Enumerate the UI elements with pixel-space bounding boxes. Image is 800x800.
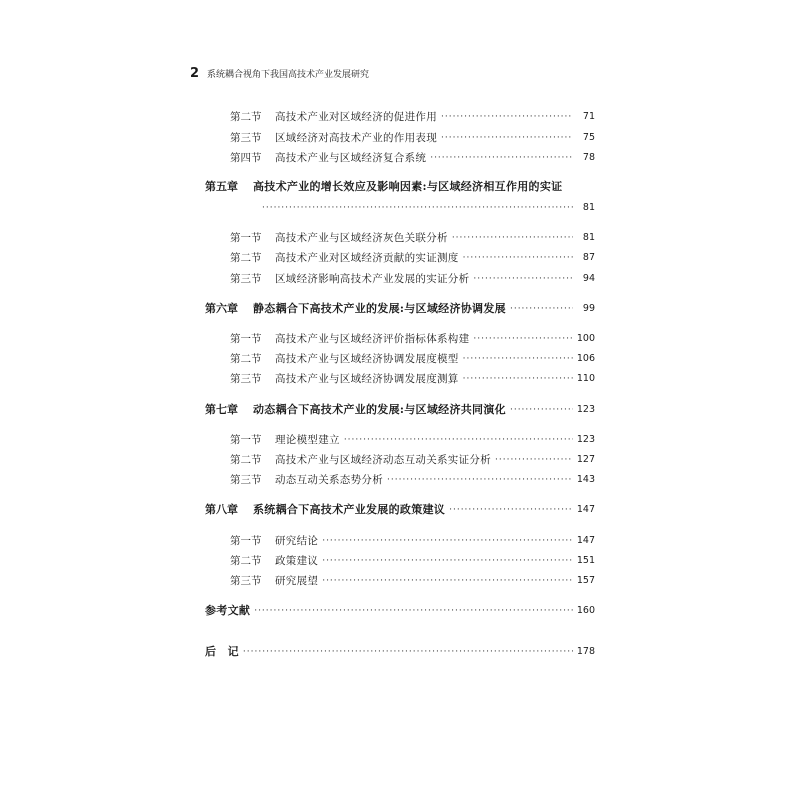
toc-leader-dots <box>430 150 573 166</box>
toc-label: 第三节 <box>230 132 262 144</box>
toc-label: 第一节 <box>230 434 262 446</box>
toc-title: 高技术产业与区域经济协调发展度测算 <box>275 373 459 385</box>
toc-page: 147 <box>576 504 595 515</box>
toc-label: 第一节 <box>230 535 262 547</box>
toc-title: 研究结论 <box>275 535 319 547</box>
toc-entry-c4s4[interactable] <box>230 150 595 166</box>
toc-leader-dots <box>449 502 573 518</box>
toc-page: 94 <box>582 273 595 284</box>
toc-leader-dots <box>243 644 573 660</box>
toc-leader-dots <box>262 200 573 216</box>
toc-page: 106 <box>576 353 595 364</box>
toc-page: 147 <box>576 535 595 546</box>
toc-label: 第二节 <box>230 454 262 466</box>
toc-leader-dots <box>322 553 573 569</box>
toc-label: 第二节 <box>230 111 262 123</box>
toc-page: 157 <box>576 575 595 586</box>
toc-title: 高技术产业对区域经济贡献的实证测度 <box>275 252 459 264</box>
toc-page: 75 <box>582 132 595 143</box>
toc-page: 143 <box>576 474 595 485</box>
toc-label: 第五章 <box>205 180 238 193</box>
toc-entry-c5s1[interactable] <box>230 230 595 246</box>
toc-chapter-5[interactable] <box>205 179 595 195</box>
toc-leader-dots <box>322 573 573 589</box>
toc-entry-c6s3[interactable] <box>230 371 595 387</box>
toc-entry-c7s1[interactable] <box>230 432 595 448</box>
toc-entry-c8s1[interactable] <box>230 533 595 549</box>
toc-label: 第二节 <box>230 555 262 567</box>
toc-title: 高技术产业与区域经济复合系统 <box>275 152 427 164</box>
toc-references[interactable] <box>205 603 595 619</box>
running-title: 系统耦合视角下我国高技术产业发展研究 <box>207 70 370 80</box>
toc-leader-dots <box>463 250 573 266</box>
toc-page: 123 <box>576 404 595 415</box>
toc-label: 第七章 <box>205 403 238 416</box>
toc-entry-c6s1[interactable] <box>230 331 595 347</box>
toc-page: 160 <box>576 605 595 616</box>
toc-label: 第三节 <box>230 373 262 385</box>
toc-chapter-5-continuation[interactable] <box>262 200 595 216</box>
toc-page: 99 <box>582 303 595 314</box>
toc-entry-c4s3[interactable] <box>230 130 595 146</box>
toc-chapter-7[interactable] <box>205 402 595 418</box>
toc-chapter-6[interactable] <box>205 301 595 317</box>
toc-leader-dots <box>322 533 573 549</box>
toc-title: 系统耦合下高技术产业发展的政策建议 <box>253 503 446 516</box>
toc-label: 第六章 <box>205 302 238 315</box>
toc-page: 127 <box>576 454 595 465</box>
toc-leader-dots <box>441 130 573 146</box>
toc-page: 81 <box>582 202 595 213</box>
toc-entry-c5s2[interactable] <box>230 250 595 266</box>
toc-title: 高技术产业与区域经济动态互动关系实证分析 <box>275 454 491 466</box>
toc-page: 110 <box>576 373 595 384</box>
toc-page: 87 <box>582 252 595 263</box>
toc-entry-c7s2[interactable] <box>230 452 595 468</box>
toc-leader-dots <box>510 301 573 317</box>
toc-entry-c8s2[interactable] <box>230 553 595 569</box>
toc-leader-dots <box>344 432 573 448</box>
toc-title: 研究展望 <box>275 575 319 587</box>
toc-title: 理论模型建立 <box>275 434 340 446</box>
toc-entry-c5s3[interactable] <box>230 271 595 287</box>
toc-page: 78 <box>582 152 595 163</box>
toc-label: 第一节 <box>230 333 262 345</box>
toc-label: 第四节 <box>230 152 262 164</box>
toc-title: 静态耦合下高技术产业的发展:与区域经济协调发展 <box>253 302 506 315</box>
toc-label: 第三节 <box>230 273 262 285</box>
toc-page: 178 <box>576 646 595 657</box>
toc-title: 高技术产业与区域经济灰色关联分析 <box>275 232 448 244</box>
toc-leader-dots <box>254 603 573 619</box>
toc-leader-dots <box>452 230 573 246</box>
toc-title: 高技术产业的增长效应及影响因素:与区域经济相互作用的实证 <box>253 180 563 193</box>
toc-title: 高技术产业对区域经济的促进作用 <box>275 111 437 123</box>
toc-title: 高技术产业与区域经济评价指标体系构建 <box>275 333 470 345</box>
page-number: 2 <box>190 66 200 81</box>
toc-title: 区域经济影响高技术产业发展的实证分析 <box>275 273 470 285</box>
toc-title: 区域经济对高技术产业的作用表现 <box>275 132 437 144</box>
toc-leader-dots <box>473 271 573 287</box>
toc-page: 151 <box>576 555 595 566</box>
toc-page: 123 <box>576 434 595 445</box>
toc-title: 后 记 <box>205 645 239 658</box>
toc-title: 参考文献 <box>205 604 251 617</box>
toc-leader-dots <box>441 109 573 125</box>
toc-entry-c6s2[interactable] <box>230 351 595 367</box>
toc-page: 100 <box>576 333 595 344</box>
toc-leader-dots <box>463 351 573 367</box>
toc-title: 动态耦合下高技术产业的发展:与区域经济共同演化 <box>253 403 506 416</box>
toc-leader-dots <box>495 452 573 468</box>
toc-leader-dots <box>387 472 573 488</box>
toc-page: 71 <box>582 111 595 122</box>
toc-label: 第一节 <box>230 232 262 244</box>
toc-title: 动态互动关系态势分析 <box>275 474 383 486</box>
toc-entry-c4s2[interactable] <box>230 109 595 125</box>
toc-chapter-8[interactable] <box>205 502 595 518</box>
toc-leader-dots <box>510 402 573 418</box>
toc-entry-c8s3[interactable] <box>230 573 595 589</box>
toc-label: 第二节 <box>230 353 262 365</box>
toc-title: 高技术产业与区域经济协调发展度模型 <box>275 353 459 365</box>
toc-postscript[interactable] <box>205 644 595 660</box>
toc-label: 第三节 <box>230 474 262 486</box>
toc-title: 政策建议 <box>275 555 319 567</box>
toc-label: 第三节 <box>230 575 262 587</box>
toc-leader-dots <box>473 331 572 347</box>
toc-page: 81 <box>582 232 595 243</box>
toc-entry-c7s3[interactable] <box>230 472 595 488</box>
toc-label: 第二节 <box>230 252 262 264</box>
toc-leader-dots <box>463 371 573 387</box>
toc-label: 第八章 <box>205 503 238 516</box>
